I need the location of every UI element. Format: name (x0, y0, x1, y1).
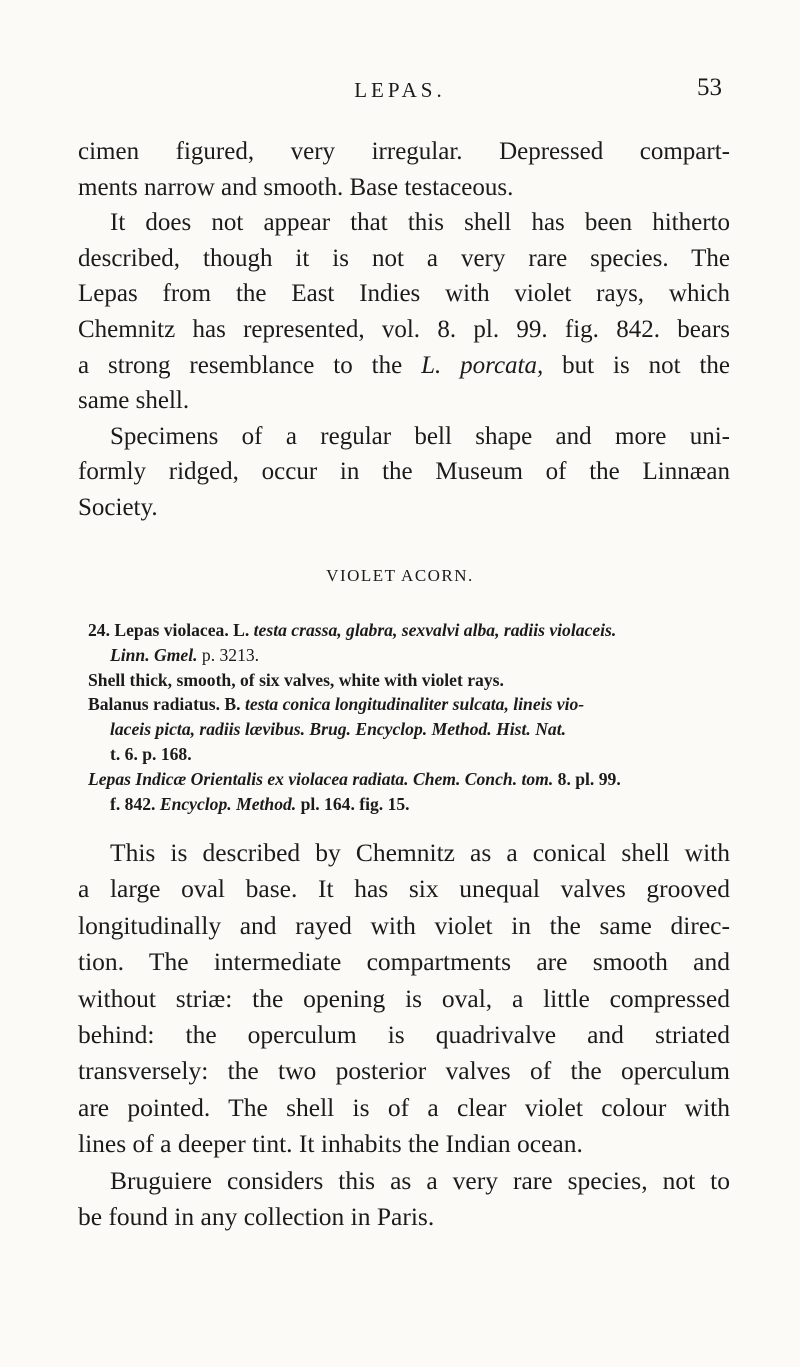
text-line: described, though it is not a very rare species. The (78, 244, 730, 272)
text-span: 8. pl. 99. (553, 768, 621, 789)
text-line: Bruguiere considers this as a very rare species, not to (110, 1165, 730, 1195)
italic-text: Linn. Gmel. (110, 644, 198, 665)
text-line: be found in any collection in Paris. (78, 1201, 435, 1231)
text-line: Chemnitz has represented, vol. 8. pl. 99. fig. 842. bears (78, 315, 730, 343)
text-span: 24. Lepas violacea. L. (88, 620, 254, 640)
text-line: This is described by Chemnitz as a conical shell with (110, 838, 730, 867)
text-line: without striæ: the opening is oval, a little compressed (78, 983, 730, 1013)
italic-text: laceis picta, radiis lævibus. Brug. Encyclop. Method. Hist. Nat. (110, 719, 566, 740)
synonymy-line (88, 792, 730, 817)
text-line: Society. (78, 493, 158, 521)
text-line: cimen figured, very irregular. Depressed compart- (78, 138, 730, 165)
text-line: Lepas from the East Indies with violet rays, which (78, 280, 730, 308)
text-line: are pointed. The shell is of a clear violet colour with (78, 1092, 730, 1122)
running-title: LEPAS. (354, 78, 446, 102)
text-line: ments narrow and smooth. Base testaceous. (78, 173, 514, 201)
text-line: lines of a deeper tint. It inhabits the Indian ocean. (78, 1129, 583, 1159)
synonymy-line: Shell thick, smooth, of six valves, white with violet rays. (88, 669, 504, 690)
text-line-with-italic (78, 348, 730, 384)
text-line: formly ridged, occur in the Museum of the Linnæan (78, 458, 730, 486)
text-line: It does not appear that this shell has been hitherto (110, 209, 730, 237)
synonymy-line (88, 618, 730, 643)
italic-text: Encyclop. Method. (159, 793, 297, 814)
text-line: behind: the operculum is quadrivalve and striated (78, 1019, 730, 1049)
text-span: but is not the (543, 351, 731, 379)
text-line: longitudinally and rayed with violet in the same direc- (78, 910, 730, 940)
text-span: a strong resemblance to the (78, 351, 422, 379)
text-line: Specimens of a regular bell shape and more uni- (110, 422, 730, 450)
italic-species-name: L. porcata, (421, 351, 544, 379)
text-span: p. 3213. (197, 644, 260, 665)
text-block-lower (78, 835, 730, 1235)
synonymy-line (88, 717, 730, 742)
text-line: a large oval base. It has six unequal valves grooved (78, 874, 730, 904)
text-span: Balanus radiatus. B. (88, 694, 245, 715)
synonymy-block (88, 618, 730, 816)
synonymy-line (88, 643, 730, 668)
text-block-upper (78, 134, 730, 526)
italic-text: Lepas Indicæ Orientalis ex violacea radiata. Chem. Conch. tom. (88, 768, 554, 789)
synonymy-line: t. 6. p. 168. (110, 743, 192, 764)
italic-text: testa crassa, glabra, sexvalvi alba, radiis violaceis. (253, 620, 617, 640)
text-line: tion. The intermediate compartments are smooth and (78, 947, 730, 977)
italic-text: testa conica longitudinaliter sulcata, lineis vio- (244, 694, 585, 715)
text-line: transversely: the two posterior valves of the operculum (78, 1056, 730, 1086)
synonymy-line (88, 692, 730, 717)
text-line: same shell. (78, 387, 190, 415)
text-span: pl. 164. fig. 15. (296, 793, 410, 814)
synonymy-line (88, 767, 730, 792)
text-span: f. 842. (110, 793, 160, 814)
page-number: 53 (697, 74, 722, 101)
section-heading: VIOLET ACORN. (326, 566, 474, 585)
